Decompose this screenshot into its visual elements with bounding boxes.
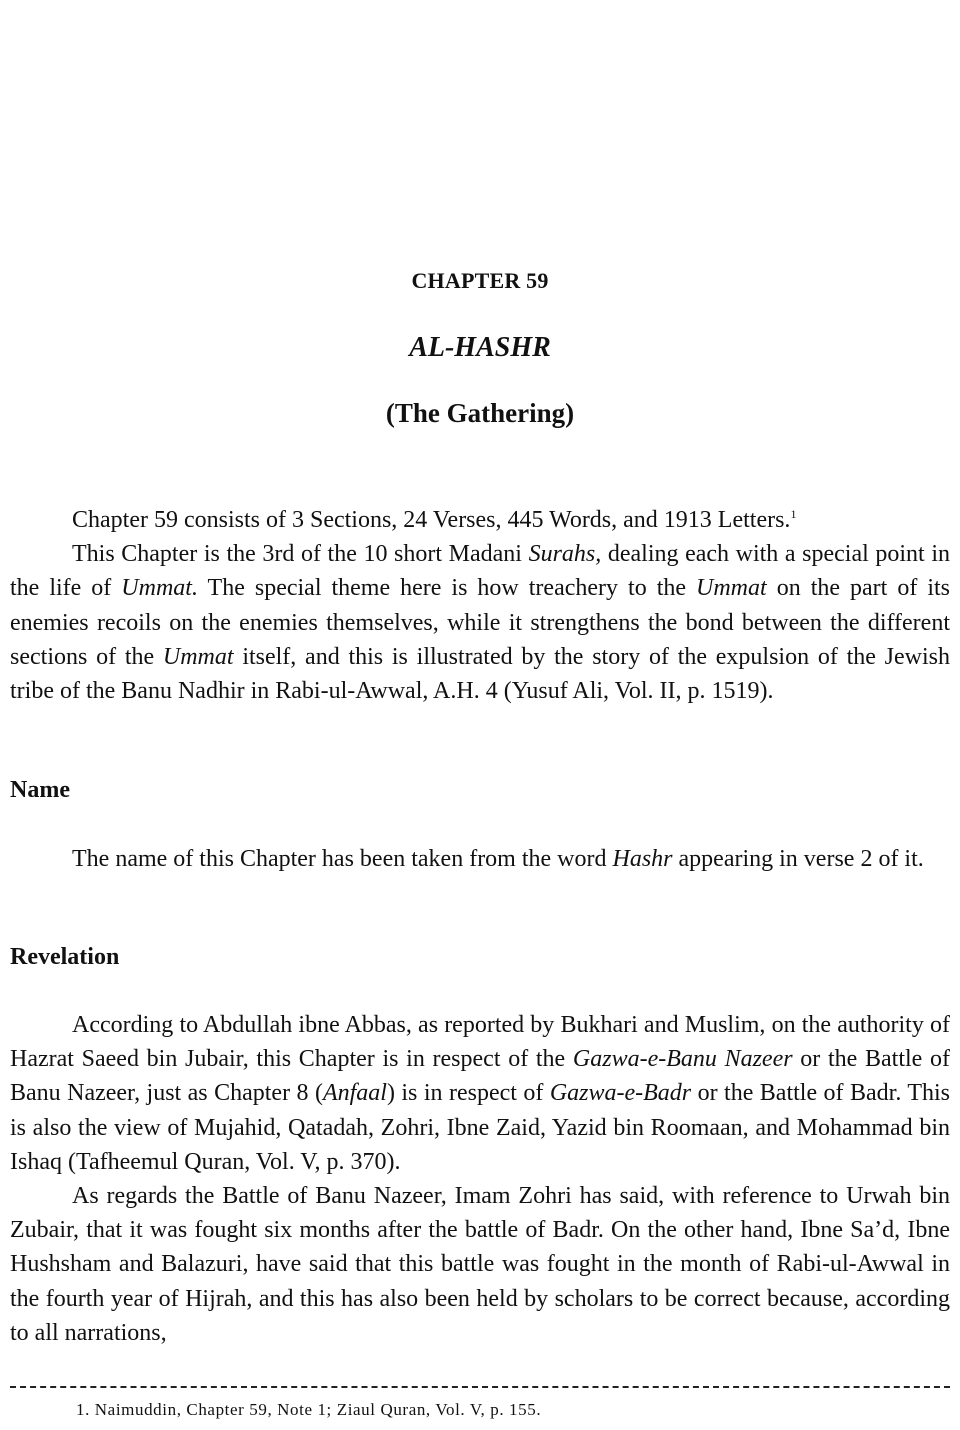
footnote-marker: 1	[790, 507, 797, 521]
section-heading-revelation: Revelation	[10, 944, 120, 970]
text-run: appearing in verse 2 of it.	[672, 846, 924, 872]
text-run: itself, and this is illustrated by the story of the expulsion of the Jewish tribe of the Banu Nadhir in Rabi-ul-Awwal, A.H. 4 (Yusuf Ali, Vol. II, p. 1519).	[10, 643, 950, 705]
text-run: ) is in respect of	[386, 1080, 550, 1107]
text-run: This Chapter is the 3rd of the 10 short Madani	[72, 541, 529, 568]
text-run: or the Battle of Badr. This is also the view of Mujahid, Qatadah, Zohri, Ibne Zaid, Yazid bin Roomaan, and Mohammad bin Ishaq (Tafheemul Quran, Vol. V, p. 370).	[10, 1080, 951, 1175]
intro-section	[10, 503, 950, 708]
text-run: The name of this Chapter has been taken from the word	[72, 846, 613, 872]
italic-term: Surahs,	[528, 541, 602, 568]
italic-term: Gazwa-e-Banu Nazeer	[572, 1046, 793, 1073]
text-run: on the part of its enemies recoils on the enemies themselves, while it strengthens the bond between the different sections of the	[10, 575, 950, 670]
footnote-divider	[10, 1386, 950, 1388]
revelation-paragraph-2: As regards the Battle of Banu Nazeer, Imam Zohri has said, with reference to Urwah bin Zubair, that it was fought six months after the battle of Badr. On the other hand, Ibne Sa’d, Ibne Hushsham and Balazuri, have said that this battle was fought in the month of Rabi-ul-Awwal in the fourth year of Hijrah, and this has also been held by scholars to be correct because, according to all narrations,	[10, 1183, 950, 1346]
intro-paragraph-2	[10, 537, 950, 708]
name-paragraph	[10, 842, 950, 876]
italic-term: Gazwa-e-Badr	[549, 1080, 692, 1107]
italic-term: Ummat	[696, 575, 767, 602]
italic-term: Anfaal	[322, 1080, 387, 1107]
italic-term: Hashr	[612, 846, 673, 872]
intro-paragraph-1-text: Chapter 59 consists of 3 Sections, 24 Verses, 445 Words, and 1913 Letters.	[72, 507, 791, 533]
revelation-section	[10, 1008, 950, 1350]
chapter-subtitle: (The Gathering)	[385, 398, 575, 428]
text-run: According to Abdullah ibne Abbas, as reported by Bukhari and Muslim, on the authority of Hazrat Saeed bin Jubair, this Chapter is in respect of the	[10, 1012, 950, 1073]
text-run: or the Battle of Banu Nazeer, just as Chapter 8 (	[10, 1046, 950, 1107]
chapter-title: AL-HASHR	[409, 332, 551, 363]
chapter-label: CHAPTER 59	[411, 268, 549, 293]
text-run: The special theme here is how treachery to the	[197, 575, 697, 602]
name-section	[10, 842, 950, 876]
footnote: 1. Naimuddin, Chapter 59, Note 1; Ziaul Quran, Vol. V, p. 155.	[76, 1400, 542, 1419]
text-run: dealing each with a special point in the life of	[10, 541, 950, 602]
intro-paragraph-1	[10, 503, 950, 537]
italic-term: Ummat.	[121, 575, 198, 602]
italic-term: Ummat	[162, 643, 234, 670]
revelation-paragraph-1	[10, 1008, 950, 1179]
section-heading-name: Name	[10, 777, 70, 803]
